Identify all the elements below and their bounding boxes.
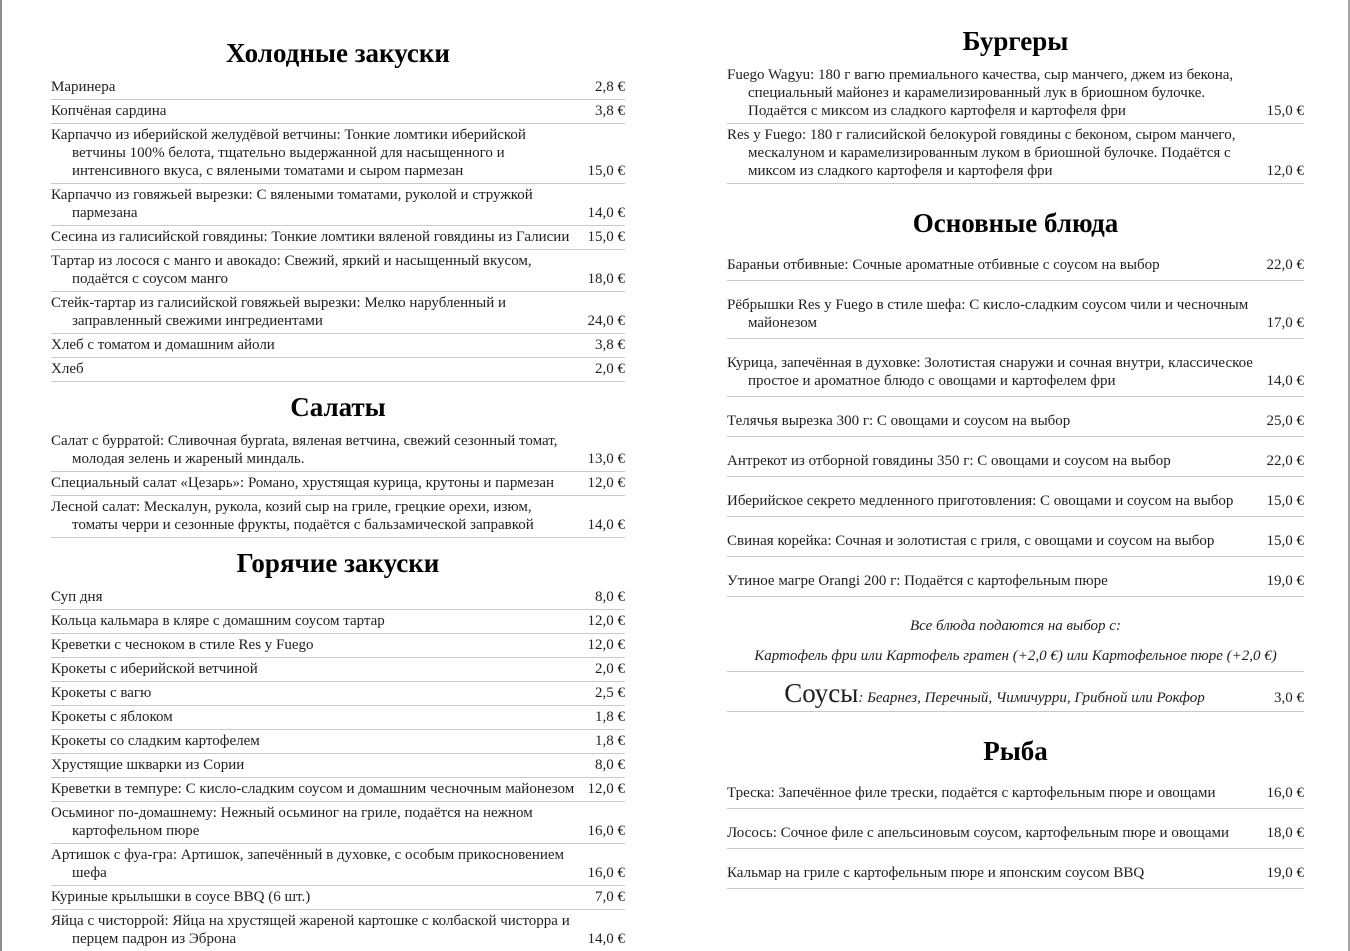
item-price: 14,0 € <box>587 517 625 533</box>
item-price: 12,0 € <box>587 781 625 797</box>
item-text: Хлеб с томатом и домашним айоли <box>51 337 275 353</box>
item-text: Кальмар на гриле с картофельным пюре и японским соусом BBQ <box>727 865 1145 881</box>
sauces-label: Соусы <box>784 678 859 708</box>
item-text: Курица, запечённая в духовке: Золотистая снаружи и сочная внутри, классическое простое и ароматное блюдо с овощами и картофелем фри <box>727 355 1253 389</box>
menu-item <box>727 450 1304 477</box>
item-text: Крокеты с яблоком <box>51 709 173 725</box>
item-text: Крокеты с вагю <box>51 685 152 701</box>
item-text: Артишок с фуа-гра: Артишок, запечённый в духовке, с особым прикосновением шефа <box>51 847 565 881</box>
item-price: 12,0 € <box>1266 163 1304 179</box>
item-text: Тартар из лосося с манго и авокадо: Свежий, яркий и насыщенный вкусом, подаётся с соусом манго <box>51 253 532 287</box>
item-price: 19,0 € <box>1266 573 1304 589</box>
item-price: 14,0 € <box>1266 373 1304 389</box>
menu-item <box>51 124 625 184</box>
section-title: Салаты <box>290 392 386 422</box>
menu-item <box>727 352 1304 397</box>
item-price: 8,0 € <box>595 757 625 773</box>
menu-item <box>727 822 1304 849</box>
item-price: 18,0 € <box>1266 825 1304 841</box>
item-text: Копчёная сардина <box>51 103 167 119</box>
menu-item <box>51 250 625 292</box>
item-text: Треска: Запечённое филе трески, подаётся с картофельным пюре и овощами <box>727 785 1216 801</box>
section-title: Холодные закуски <box>225 38 450 68</box>
item-text: Fuego Wagyu: 180 г вагю премиального качества, сыр манчего, джем из бекона, специальный майонез и карамелизированный лук в бриошном булочке. Подаётся с миксом из сладкого картофеля и картофеля фри <box>727 67 1234 119</box>
menu-item <box>727 64 1304 124</box>
item-price: 14,0 € <box>587 205 625 221</box>
menu-item <box>51 472 625 496</box>
menu-item <box>51 706 625 730</box>
menu-section <box>727 208 1304 712</box>
menu-section <box>51 392 625 538</box>
menu-section <box>51 38 625 382</box>
item-price: 3,8 € <box>595 337 625 353</box>
menu-section <box>727 736 1304 889</box>
menu-item <box>51 358 625 382</box>
item-text: Свиная корейка: Сочная и золотистая с гриля, с овощами и соусом на выбор <box>727 533 1215 549</box>
item-text: Рёбрышки Res y Fuego в стиле шефа: С кисло-сладким соусом чили и чесночным майонезом <box>727 297 1249 331</box>
item-text: Суп дня <box>51 589 103 605</box>
item-price: 2,5 € <box>595 685 625 701</box>
menu-item <box>727 530 1304 557</box>
item-text: Карпаччо из говяжьей вырезки: С вялеными томатами, руколой и стружкой пармезана <box>51 187 533 221</box>
item-text: Антрекот из отборной говядины 350 г: С овощами и соусом на выбор <box>727 453 1171 469</box>
item-price: 2,0 € <box>595 361 625 377</box>
item-text: Сесина из галисийской говядины: Тонкие ломтики вяленой говядины из Галисии <box>51 229 570 245</box>
sauces-price: 3,0 € <box>1274 690 1304 706</box>
menu-item <box>51 586 625 610</box>
menu-item <box>51 844 625 886</box>
item-price: 15,0 € <box>1266 493 1304 509</box>
sauces-row <box>727 678 1304 712</box>
item-price: 2,0 € <box>595 661 625 677</box>
item-price: 12,0 € <box>587 475 625 491</box>
section-title: Бургеры <box>962 26 1069 56</box>
item-price: 12,0 € <box>587 613 625 629</box>
item-text: Яйца с чисторрой: Яйца на хрустящей жареной картошке с колбаской чисторра и перцем падрон из Эброна <box>51 913 570 947</box>
menu-item <box>51 658 625 682</box>
section-title: Рыба <box>983 736 1048 766</box>
item-price: 17,0 € <box>1266 315 1304 331</box>
menu-item <box>51 496 625 538</box>
item-price: 15,0 € <box>1266 103 1304 119</box>
menu-column-left <box>51 26 625 951</box>
menu-item <box>51 910 625 951</box>
item-price: 14,0 € <box>587 931 625 947</box>
item-text: Салат с бурратой: Сливочная бурrata, вяленая ветчина, свежий сезонный томат, молодая зелень и жареный миндаль. <box>51 433 558 467</box>
item-text: Стейк-тартар из галисийской говяжьей вырезки: Мелко нарубленный и заправленный свежими ингредиентами <box>51 295 507 329</box>
sauces-text <box>727 678 1262 708</box>
menu-item <box>51 634 625 658</box>
item-text: Лосось: Сочное филе с апельсиновым соусом, картофельным пюре и овощами <box>727 825 1230 841</box>
item-price: 16,0 € <box>1266 785 1304 801</box>
item-price: 15,0 € <box>1266 533 1304 549</box>
item-price: 15,0 € <box>587 229 625 245</box>
item-price: 1,8 € <box>595 709 625 725</box>
menu-item <box>727 254 1304 281</box>
item-price: 19,0 € <box>1266 865 1304 881</box>
item-text: Телячья вырезка 300 г: С овощами и соусом на выбор <box>727 413 1071 429</box>
menu-column-right <box>727 26 1304 951</box>
menu-item <box>51 184 625 226</box>
item-price: 25,0 € <box>1266 413 1304 429</box>
menu-item <box>51 226 625 250</box>
item-price: 2,8 € <box>595 79 625 95</box>
item-text: Res y Fuego: 180 г галисийской белокурой говядины с беконом, сыром манчего, мескалуном и карамелизированным луком в бриошной булочке. Подаётся с миксом из сладкого картофеля и картофеля фри <box>727 127 1236 179</box>
menu-item <box>51 682 625 706</box>
menu-item <box>727 570 1304 597</box>
menu-item <box>51 802 625 844</box>
item-text: Крокеты со сладким картофелем <box>51 733 260 749</box>
item-text: Хрустящие шкварки из Сории <box>51 757 245 773</box>
menu-note-sides: Картофель фри или Картофель гратен (+2,0 €) или Картофельное пюре (+2,0 €) <box>727 647 1304 672</box>
menu-item <box>51 292 625 334</box>
menu-item <box>51 100 625 124</box>
menu-item <box>727 294 1304 339</box>
item-text: Утиное магре Orangi 200 г: Подаётся с картофельным пюре <box>727 573 1108 589</box>
item-text: Маринера <box>51 79 116 95</box>
item-price: 22,0 € <box>1266 257 1304 273</box>
sauces-list: : Беарнез, Перечный, Чимичурри, Грибной или Рокфор <box>858 690 1205 706</box>
menu-section <box>51 548 625 951</box>
menu-note: Все блюда подаются на выбор с: <box>910 618 1121 634</box>
item-text: Хлеб <box>51 361 84 377</box>
menu-item <box>727 124 1304 184</box>
menu-item <box>51 730 625 754</box>
menu-item <box>51 76 625 100</box>
section-title: Основные блюда <box>912 208 1119 238</box>
item-text: Иберийское секрето медленного приготовления: С овощами и соусом на выбор <box>727 493 1234 509</box>
item-text: Крокеты с иберийской ветчиной <box>51 661 258 677</box>
item-text: Креветки с чесноком в стиле Res y Fuego <box>51 637 314 653</box>
item-text: Кольца кальмара в кляре с домашним соусом тартар <box>51 613 385 629</box>
item-price: 12,0 € <box>587 637 625 653</box>
item-price: 16,0 € <box>587 865 625 881</box>
item-text: Бараньи отбивные: Сочные ароматные отбивные с соусом на выбор <box>727 257 1160 273</box>
item-price: 13,0 € <box>587 451 625 467</box>
menu-item <box>51 886 625 910</box>
menu-item <box>51 754 625 778</box>
menu-item <box>727 782 1304 809</box>
menu-item <box>727 410 1304 437</box>
item-price: 3,8 € <box>595 103 625 119</box>
item-price: 22,0 € <box>1266 453 1304 469</box>
item-price: 18,0 € <box>587 271 625 287</box>
menu-item <box>727 490 1304 517</box>
menu-item <box>51 610 625 634</box>
item-text: Карпаччо из иберийской желудёвой ветчины: Тонкие ломтики иберийской ветчины 100% белота, тщательно выдержанной для насыщенного и интенсивного вкуса, с вялеными томатами и сыром пармезан <box>51 127 526 179</box>
menu-item <box>51 778 625 802</box>
item-price: 24,0 € <box>587 313 625 329</box>
menu-item <box>51 334 625 358</box>
menu-section <box>727 26 1304 184</box>
item-price: 7,0 € <box>595 889 625 905</box>
item-price: 16,0 € <box>587 823 625 839</box>
item-text: Специальный салат «Цезарь»: Романо, хрустящая курица, крутоны и пармезан <box>51 475 555 491</box>
item-price: 1,8 € <box>595 733 625 749</box>
section-title: Горячие закуски <box>236 548 440 578</box>
item-price: 15,0 € <box>587 163 625 179</box>
item-text: Лесной салат: Мескалун, рукола, козий сыр на гриле, грецкие орехи, изюм, томаты черри и сезонные фрукты, подаётся с бальзамической заправкой <box>51 499 534 533</box>
item-text: Осьминог по-домашнему: Нежный осьминог на гриле, подаётся на нежном картофельном пюре <box>51 805 533 839</box>
item-text: Куриные крылышки в соусе BBQ (6 шт.) <box>51 889 311 905</box>
menu-item <box>727 862 1304 889</box>
item-price: 8,0 € <box>595 589 625 605</box>
menu-item <box>51 430 625 472</box>
item-text: Креветки в темпуре: С кисло-сладким соусом и домашним чесночным майонезом <box>51 781 575 797</box>
